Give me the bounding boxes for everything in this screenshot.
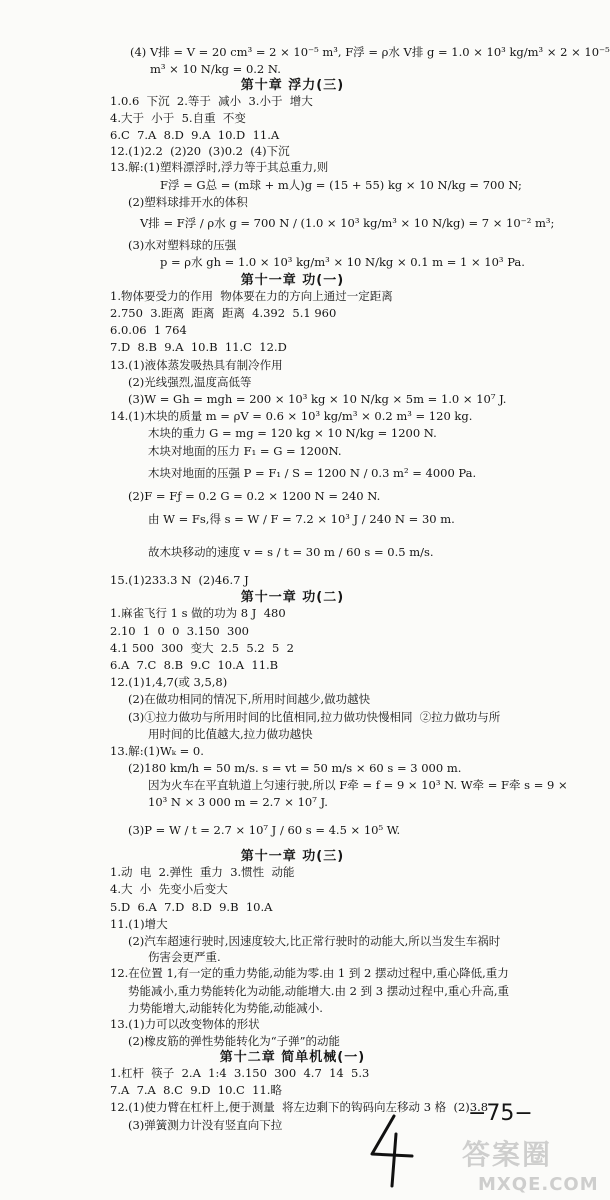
answer-line: 12.(1)1,4,7(或 3,5,8)	[110, 675, 228, 689]
answer-line: 6.A 7.C 8.B 9.C 10.A 11.B	[110, 658, 279, 672]
answer-line: 13.解:(1)塑料漂浮时,浮力等于其总重力,则	[110, 160, 329, 174]
answer-line: p = ρ水 gh = 1.0 × 10³ kg/m³ × 10 N/kg × 0.1 m = 1 × 10³ Pa.	[160, 255, 525, 269]
answer-line: (3)弹簧测力计没有竖直向下拉	[128, 1118, 283, 1132]
section-heading: 第十二章 简单机械(一)	[219, 1050, 366, 1065]
answer-line: (4) V排 = V = 20 cm³ = 2 × 10⁻⁵ m³, F浮 = ρ水 V排 g = 1.0 × 10³ kg/m³ × 2 × 10⁻⁵	[130, 45, 610, 59]
answer-line: 故木块移动的速度 v = s / t = 30 m / 60 s = 0.5 m/s.	[148, 545, 434, 559]
answer-line: 6.0.06 1 764	[110, 323, 187, 337]
answer-line: 木块的重力 G = mg = 120 kg × 10 N/kg = 1200 N.	[148, 426, 437, 440]
answer-line: 13.(1)液体蒸发吸热具有制冷作用	[110, 358, 283, 372]
answer-line: 势能减小,重力势能转化为动能,动能增大.由 2 到 3 摆动过程中,重心升高,重	[128, 984, 510, 998]
answer-line: (2)汽车超速行驶时,因速度较大,比正常行驶时的动能大,所以当发生车祸时	[128, 934, 501, 948]
answer-line: (3)①拉力做功与所用时间的比值相同,拉力做功快慢相同 ②拉力做功与所	[128, 710, 501, 724]
answer-line: 13.(1)力可以改变物体的形状	[110, 1017, 260, 1031]
answer-line: 1.麻雀飞行 1 s 做的功为 8 J 480	[110, 606, 286, 620]
answer-line: (2)塑料球排开水的体积	[128, 195, 248, 209]
answer-line: 4.1 500 300 变大 2.5 5.2 5 2	[110, 641, 294, 655]
answer-line: 11.(1)增大	[110, 917, 168, 931]
watermark-cn: 答案圈	[462, 1138, 553, 1171]
answer-line: 4.大 小 先变小后变大	[110, 882, 228, 896]
page-number: −75−	[468, 1101, 533, 1126]
watermark	[460, 1138, 599, 1197]
answer-line: 2.10 1 0 0 3.150 300	[110, 624, 249, 638]
answer-line: (2)180 km/h = 50 m/s. s = vt = 50 m/s × 60 s = 3 000 m.	[128, 761, 462, 775]
answer-line: 1.物体要受力的作用 物体要在力的方向上通过一定距离	[110, 289, 393, 303]
answer-line: 7.A 7.A 8.C 9.D 10.C 11.略	[110, 1083, 282, 1097]
answer-line: (3)W = Gh = mgh = 200 × 10³ kg × 10 N/kg × 5m = 1.0 × 10⁷ J.	[128, 392, 507, 406]
answer-line: 由 W = Fs,得 s = W / F = 7.2 × 10³ J / 240 N = 30 m.	[148, 512, 455, 526]
answer-line: 用时间的比值越大,拉力做功越快	[148, 727, 313, 741]
answer-line: 木块对地面的压力 F₁ = G = 1200N.	[148, 444, 342, 458]
answer-line: 伤害会更严重.	[148, 950, 221, 964]
answer-line: 1.0.6 下沉 2.等于 减小 3.小于 增大	[110, 94, 313, 108]
answer-line: (2)在做功相同的情况下,所用时间越少,做功越快	[128, 692, 371, 706]
answer-line: (2)橡皮筋的弹性势能转化为“子弹”的动能	[128, 1034, 341, 1048]
section-heading: 第十一章 功(一)	[240, 273, 345, 288]
answer-line: (2)F = Fƒ = 0.2 G = 0.2 × 1200 N = 240 N.	[128, 489, 381, 503]
answer-line: 12.(1)2.2 (2)20 (3)0.2 (4)下沉	[110, 144, 290, 158]
answer-line: 5.D 6.A 7.D 8.D 9.B 10.A	[110, 900, 273, 914]
answer-line: V排 = F浮 / ρ水 g = 700 N / (1.0 × 10³ kg/m³ × 10 N/kg) = 7 × 10⁻² m³;	[140, 216, 555, 230]
section-heading: 第十一章 功(三)	[240, 849, 345, 864]
answer-line: (2)光线强烈,温度高低等	[128, 375, 252, 389]
section-heading: 第十一章 功(二)	[240, 590, 345, 605]
answer-line: 力势能增大,动能转化为势能,动能减小.	[128, 1001, 323, 1015]
answer-line: 1.杠杆 筷子 2.A 1:4 3.150 300 4.7 14 5.3	[110, 1066, 370, 1080]
answer-line: m³ × 10 N/kg = 0.2 N.	[150, 62, 281, 76]
answer-line: 12.(1)使力臂在杠杆上,便于测量 将左边剩下的钩码向左移动 3 格 (2)3.8	[110, 1100, 489, 1114]
answer-line: F浮 = G总 = (m球 + m人)g = (15 + 55) kg × 10 N/kg = 700 N;	[160, 178, 522, 192]
answer-line: 7.D 8.B 9.A 10.B 11.C 12.D	[110, 340, 287, 354]
answer-line: 10³ N × 3 000 m = 2.7 × 10⁷ J.	[148, 795, 328, 809]
answer-line: 14.(1)木块的质量 m = ρV = 0.6 × 10³ kg/m³ × 0.2 m³ = 120 kg.	[110, 409, 473, 423]
answer-line: 木块对地面的压强 P = F₁ / S = 1200 N / 0.3 m² = 4000 Pa.	[148, 466, 477, 480]
answer-line: 6.C 7.A 8.D 9.A 10.D 11.A	[110, 128, 280, 142]
answer-line: 12.在位置 1,有一定的重力势能,动能为零.由 1 到 2 摆动过程中,重心降低,重力	[110, 966, 509, 980]
answer-line: 15.(1)233.3 N (2)46.7 J	[110, 573, 249, 587]
answer-line: 4.大于 小于 5.自重 不变	[110, 111, 246, 125]
handwritten-mark	[360, 1110, 430, 1190]
answer-line: 13.解:(1)Wₖ = 0.	[110, 744, 204, 758]
answer-line: 2.750 3.距离 距离 距离 4.392 5.1 960	[110, 306, 337, 320]
answer-line: 因为火车在平直轨道上匀速行驶,所以 F牵 = f = 9 × 10³ N. W牵 = F牵 s = 9 ×	[148, 778, 568, 792]
section-heading: 第十章 浮力(三)	[240, 78, 345, 93]
watermark-en: MXQE.COM	[478, 1174, 599, 1195]
answer-line: (3)水对塑料球的压强	[128, 238, 237, 252]
answer-line: (3)P = W / t = 2.7 × 10⁷ J / 60 s = 4.5 × 10⁵ W.	[128, 823, 401, 837]
answer-line: 1.动 电 2.弹性 重力 3.惯性 动能	[110, 865, 295, 879]
